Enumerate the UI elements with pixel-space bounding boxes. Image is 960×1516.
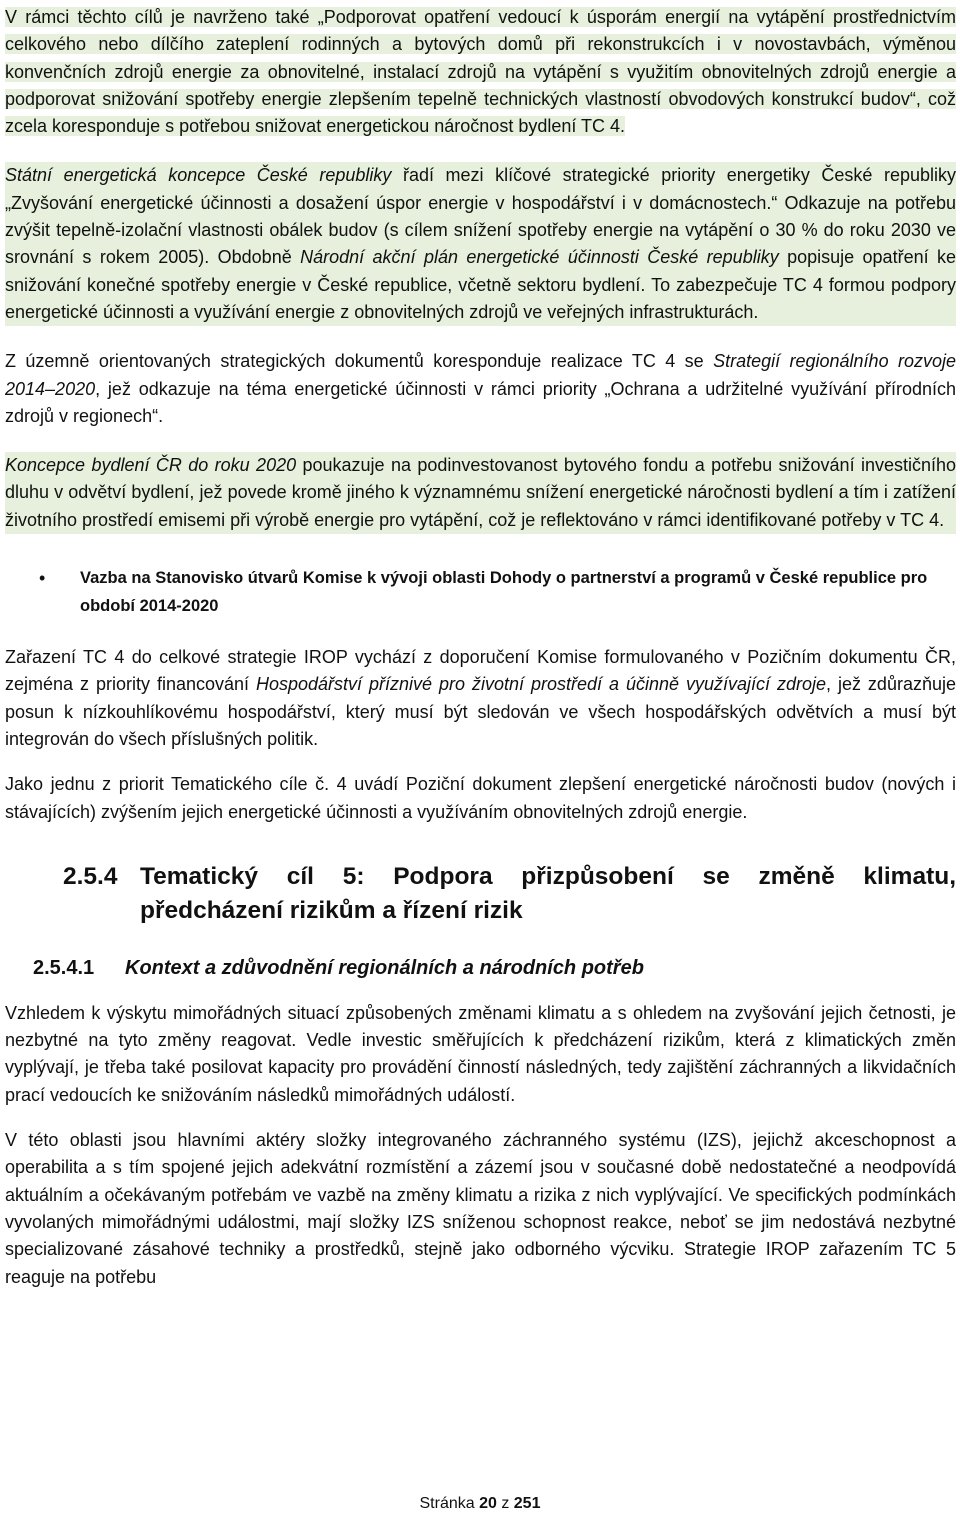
subsection-title: Kontext a zdůvodnění regionálních a národních potřeb (125, 956, 644, 979)
document-title-napeu: Národní akční plán energetické účinnosti České republiky (300, 247, 779, 268)
paragraph-text: popisuje opatření ke snižování konečné spotřeby energie v České republice, včetně sektoru bydlení. To zabezpečuje TC 4 formou podpory energetické účinnosti a využívání energie z obnovitelných zdrojů ve veřejných infrastrukturách. (5, 247, 956, 322)
paragraph-text: řadí mezi klíčové strategické priority energetiky České republiky „Zvyšování energetické účinnosti a dosažení úspor energie v hospodářství i v domácnostech.“ Odkazuje na potřebu zvýšit tepelně-izolační vlastnosti obálek budov (s cílem snížení spotřeby energie na vytápění o 30 % do roku 2030 ve srovnání s rokem 2005). Obdobně (5, 165, 957, 268)
current-page-number: 20 (479, 1495, 497, 1512)
page-footer (0, 1494, 960, 1514)
document-title-sek: Státní energetická koncepce České republiky (5, 165, 392, 186)
section-title (140, 860, 956, 928)
bullet-item (5, 564, 956, 620)
paragraph-position-document: Jako jednu z priorit Tematického cíle č. 4 uvádí Poziční dokument zlepšení energetické náročnosti budov (nových i stávajících) zvýšením jejich energetické účinnosti a využíváním obnovitelných zdrojů energie. (5, 774, 956, 822)
paragraph-text: , jež odkazuje na téma energetické účinnosti v rámci priority „Ochrana a udržitelné využívání přírodních zdrojů v regionech“. (5, 378, 956, 426)
bullet-icon: • (39, 568, 46, 589)
section-heading (5, 860, 956, 928)
document-title-housing: Koncepce bydlení ČR do roku 2020 (5, 455, 297, 476)
subsection-heading (5, 954, 956, 982)
bullet-text: Vazba na Stanovisko útvarů Komise k vývoji oblasti Dohody o partnerství a programů v České republice pro období 2014-2020 (80, 569, 928, 616)
section-title-line: předcházení rizikům a řízení rizik (140, 896, 523, 924)
paragraph-text: Zařazení TC 4 do celkové strategie IROP vychází z doporučení Komise formulovaného v Pozičním dokumentu ČR, zejména z priority financování (5, 647, 956, 695)
paragraph-irop-strategy (5, 644, 956, 753)
subsection-number: 2.5.4.1 (33, 956, 95, 979)
paragraph-text: , jež zdůrazňuje posun k nízkouhlíkovému hospodářství, který musí být sledován ve všech hospodářských odvětvích a musí být integrován do všech příslušných politik. (5, 674, 956, 749)
paragraph-izs: V této oblasti jsou hlavními aktéry složky integrovaného záchranného systému (IZS), jejichž akceschopnost a operabilita a s tím spojené jejich adekvátní rozmístění a zázemí jsou v současné době nedostatečné a neodpovídá aktuálním a očekávaným potřebám ve vazbě na změny klimatu a rizika z nich vyplývající. Ve specifických podmínkách vyvolaných mimořádnými událostmi, mají složky IZS sníženou schopnost reakce, neboť se jim nedostává nezbytné specializované zásahové techniky a prostředků, stejně jako odborného výcviku. Strategie IROP zařazením TC 5 reaguje na potřebu (5, 1130, 956, 1287)
paragraph-housing-concept (5, 452, 956, 534)
section-title-line: Tematický cíl 5: Podpora přizpůsobení se změně klimatu, (140, 862, 956, 890)
document-title-srr: Strategií regionálního rozvoje 2014–2020 (5, 351, 957, 399)
total-page-number: 251 (513, 1495, 541, 1512)
section-number: 2.5.4 (63, 862, 118, 890)
paragraph-regional-strategy (5, 348, 956, 430)
paragraph-climate-context: Vzhledem k výskytu mimořádných situací způsobených změnami klimatu a s ohledem na zvyšování jejich četnosti, je nezbytné na tyto změny reagovat. Vedle investic směřujících k předcházení rizikům, která z klimatických změn vyplývají, je třeba také posilovat kapacity pro provádění činností následných, tedy zajištění záchranných a likvidačních prací vedoucích ke snižováním následků mimořádných událostí. (5, 1002, 956, 1105)
paragraph-text: poukazuje na podinvestovanost bytového fondu a potřebu snižování investičního dluhu v odvětví bydlení, jež povede kromě jiného k významnému snížení energetické náročnosti bydlení a tím i zatížení životního prostředí emisemi při výrobě energie pro vytápění, což je reflektováno v rámci identifikované potřeby v TC 4. (5, 455, 957, 530)
paragraph-state-energy-concept (5, 162, 956, 326)
paragraph-text: Z územně orientovaných strategických dokumentů koresponduje realizace TC 4 se (5, 351, 714, 372)
priority-title: Hospodářství příznivé pro životní prostředí a účinně využívající zdroje (255, 674, 826, 695)
highlighted-text: V rámci těchto cílů je navrženo také „Podporovat opatření vedoucí k úsporám energií na vytápění prostřednictvím celkového nebo dílčího zateplení rodinných a bytových domů při rekonstrukcích i v novostavbách, výměnou konvenčních zdrojů energie za obnovitelné, instalací zdrojů na vytápění s využitím obnovitelných zdrojů energie a podporovat snižování spotřeby energie zlepšením tepelně technických vlastností obvodových konstrukcí budov“, což zcela koresponduje s potřebou snižovat energetickou náročnost bydlení TC 4. (5, 7, 956, 137)
paragraph-tc4-measures (5, 4, 956, 140)
footer-separator: z (496, 1495, 514, 1512)
footer-prefix: Stránka (419, 1495, 480, 1512)
